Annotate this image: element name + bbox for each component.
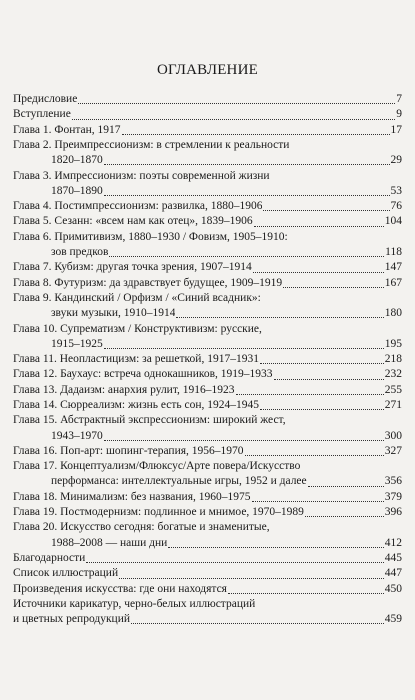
toc-entry-line	[13, 260, 402, 275]
toc-entry	[13, 459, 402, 490]
toc-entry-title: Источники карикатур, черно-белых иллюстраций	[13, 597, 256, 610]
toc-entry	[13, 123, 402, 138]
toc-entry-title: Вступление	[13, 108, 71, 121]
toc-entry-line	[13, 322, 402, 337]
toc-entry	[13, 383, 402, 398]
toc-entry	[13, 291, 402, 322]
toc-entry-line	[13, 367, 402, 382]
toc-entry-page: 255	[384, 383, 402, 396]
toc-entry	[13, 214, 402, 229]
toc-entry-title: Глава 11. Неопластицизм: за решеткой, 1917–1931	[13, 353, 259, 366]
toc-entry-page: 7	[396, 93, 402, 105]
dot-leader	[274, 379, 384, 380]
toc-entry	[13, 276, 402, 291]
toc-entry-line	[13, 444, 402, 459]
toc-entry-continuation	[13, 337, 402, 352]
dot-leader	[104, 164, 390, 165]
toc-entry-continuation	[13, 245, 402, 260]
toc-entry-line	[13, 490, 402, 505]
dot-leader	[253, 272, 384, 273]
toc-entry-page: 147	[384, 261, 402, 274]
toc-entry-page: 53	[390, 184, 402, 197]
toc-entry	[13, 230, 402, 261]
toc-entry	[13, 367, 402, 382]
toc-entry-title: Глава 10. Супрематизм / Конструктивизм: русские,	[13, 322, 262, 335]
toc-entry	[13, 398, 402, 413]
dot-leader	[228, 593, 384, 594]
dot-leader	[78, 103, 395, 104]
dot-leader	[104, 195, 390, 196]
dot-leader	[168, 547, 383, 548]
toc-entry-continuation	[13, 306, 402, 321]
toc-entry	[13, 199, 402, 214]
toc-entry-title: Глава 14. Сюрреализм: жизнь есть сон, 1924–1945	[13, 399, 260, 411]
toc-entry-title: Глава 3. Импрессионизм: поэты современной жизни	[13, 169, 270, 182]
dot-leader	[308, 486, 384, 487]
toc-entry-line	[13, 123, 402, 138]
toc-entry-line	[13, 352, 402, 367]
toc-entry-line	[13, 291, 402, 306]
dot-leader	[283, 287, 384, 288]
toc-entry-title: звуки музыки, 1910–1914	[51, 307, 176, 320]
toc-entry-page: 76	[390, 200, 402, 213]
dot-leader	[122, 134, 390, 135]
toc-entry-title: 1820–1870	[51, 154, 103, 167]
toc-entry-line	[13, 520, 402, 535]
toc-entry-page: 218	[384, 353, 402, 366]
toc-entry-line	[13, 276, 402, 291]
toc-entry-title: Глава 13. Дадаизм: анархия рулит, 1916–1923	[13, 383, 235, 396]
toc-entry-page: 9	[396, 108, 402, 121]
toc-entry	[13, 169, 402, 200]
toc-entry-continuation	[13, 184, 402, 199]
toc-entry-title: Глава 4. Постимпрессионизм: развилка, 1880–1906	[13, 200, 263, 213]
toc-entry	[13, 490, 402, 505]
toc-entry-title: 1870–1890	[51, 184, 103, 197]
dot-leader	[72, 119, 395, 120]
toc-entry-title: и цветных репродукций	[13, 613, 131, 626]
dot-leader	[176, 317, 383, 318]
toc-entry-line	[13, 582, 402, 597]
dot-leader	[245, 455, 384, 456]
dot-leader	[252, 501, 384, 502]
toc-entry	[13, 566, 402, 581]
toc-entry-page: 445	[384, 552, 402, 564]
toc-entry-title: Глава 20. Искусство сегодня: богатые и знаменитые,	[13, 521, 270, 534]
toc-entry-title: Произведения искусства: где они находятся	[13, 582, 227, 595]
toc-entry-line	[13, 230, 402, 245]
toc-entry-page: 379	[384, 490, 402, 503]
toc-entry-line	[13, 214, 402, 229]
dot-leader	[260, 363, 384, 364]
toc-entry-title: Глава 8. Футуризм: да здравствует будущее, 1909–1919	[13, 276, 283, 289]
toc-entry-line	[13, 413, 402, 428]
toc-entry-title: Глава 2. Преимпрессионизм: в стремлении к реальности	[13, 138, 290, 151]
toc-entry-line	[13, 383, 402, 398]
toc-entry-line	[13, 505, 402, 520]
toc-entry-title: Глава 7. Кубизм: другая точка зрения, 1907–1914	[13, 261, 252, 274]
toc-entry-title: Глава 16. Поп-арт: шопинг-терапия, 1956–1970	[13, 444, 244, 457]
toc-entry-line	[13, 551, 402, 566]
toc-entry-page: 271	[384, 399, 402, 411]
toc-entry-title: Глава 18. Минимализм: без названия, 1960–1975	[13, 490, 251, 503]
toc-entry-page: 300	[384, 429, 402, 442]
toc-entry-title: Глава 1. Фонтан, 1917	[13, 123, 121, 136]
dot-leader	[305, 516, 384, 517]
toc-entry	[13, 413, 402, 444]
toc-entry-page: 180	[384, 307, 402, 320]
toc-entry-page: 104	[384, 215, 402, 228]
toc-entry-line	[13, 597, 402, 612]
dot-leader	[254, 226, 384, 227]
toc-entry-page: 412	[384, 536, 402, 549]
page-title: ОГЛАВЛЕНИЕ	[157, 62, 258, 78]
toc-entry-page: 232	[384, 368, 402, 381]
toc-entry	[13, 322, 402, 353]
toc-entry-continuation	[13, 153, 402, 168]
toc-entry-title: 1915–1925	[51, 337, 103, 350]
dot-leader	[263, 210, 389, 211]
toc-entry-title: 1943–1970	[51, 429, 103, 442]
dot-leader	[104, 348, 384, 349]
toc-entry-page: 118	[385, 245, 402, 258]
toc-entry-title: Глава 5. Сезанн: «всем нам как отец», 1839–1906	[13, 215, 253, 228]
toc-entry	[13, 551, 402, 566]
toc-entry-title: Предисловие	[13, 93, 78, 105]
toc-entry	[13, 352, 402, 367]
toc-entry-title: 1988–2008 — наши дни	[51, 536, 168, 549]
toc-entry-title: Глава 15. Абстрактный экспрессионизм: широкий жест,	[13, 414, 286, 427]
toc-entry-title: Список иллюстраций	[13, 567, 119, 580]
dot-leader	[131, 623, 384, 624]
toc-entry-title: зов предков	[51, 245, 109, 258]
toc-entry-page: 195	[384, 337, 402, 350]
toc-entry-page: 356	[384, 475, 402, 488]
dot-leader	[260, 409, 384, 410]
toc-entry-page: 29	[390, 154, 402, 167]
toc-entry-page: 450	[384, 582, 402, 595]
toc-entry-line	[13, 459, 402, 474]
toc-entry-continuation	[13, 429, 402, 444]
toc-entry	[13, 107, 402, 122]
toc-entry	[13, 92, 402, 107]
toc-entry-title: перформанса: интеллектуальные игры, 1952 и далее	[51, 475, 307, 488]
toc-entry-line	[13, 107, 402, 122]
toc-entry-title: Глава 12. Баухаус: встреча однокашников, 1919–1933	[13, 368, 273, 381]
toc-entry-page: 17	[390, 123, 402, 136]
toc-entry-continuation	[13, 612, 402, 627]
toc-entry	[13, 520, 402, 551]
toc-entry-title: Благодарности	[13, 552, 86, 564]
toc-entry-page: 447	[384, 567, 402, 580]
toc-entry-line	[13, 169, 402, 184]
toc-entry	[13, 597, 402, 628]
toc-entry-page: 459	[384, 613, 402, 626]
toc-entry	[13, 260, 402, 275]
toc-entry-continuation	[13, 536, 402, 551]
dot-leader	[109, 256, 384, 257]
toc-entry-page: 327	[384, 444, 402, 457]
toc-entry-title: Глава 6. Примитивизм, 1880–1930 / Фовизм, 1905–1910:	[13, 230, 288, 243]
toc-entry-continuation	[13, 474, 402, 489]
dot-leader	[86, 562, 383, 563]
toc-entry-page: 396	[384, 506, 402, 519]
toc-entry-title: Глава 9. Кандинский / Орфизм / «Синий всадник»:	[13, 291, 261, 304]
toc-entry	[13, 138, 402, 169]
toc-entry-title: Глава 19. Постмодернизм: подлинное и мнимое, 1970–1989	[13, 506, 304, 519]
toc-entry-line	[13, 92, 402, 107]
toc-entry-line	[13, 199, 402, 214]
toc-entry-title: Глава 17. Концептуализм/Флюксус/Арте повера/Искусство	[13, 460, 301, 473]
toc-entry-line	[13, 398, 402, 413]
toc-entry-page: 167	[384, 276, 402, 289]
toc-entry	[13, 444, 402, 459]
toc-entry-line	[13, 138, 402, 153]
toc-entry-line	[13, 566, 402, 581]
toc-entry	[13, 582, 402, 597]
dot-leader	[236, 394, 384, 395]
dot-leader	[104, 440, 384, 441]
dot-leader	[119, 578, 384, 579]
toc-entry	[13, 505, 402, 520]
